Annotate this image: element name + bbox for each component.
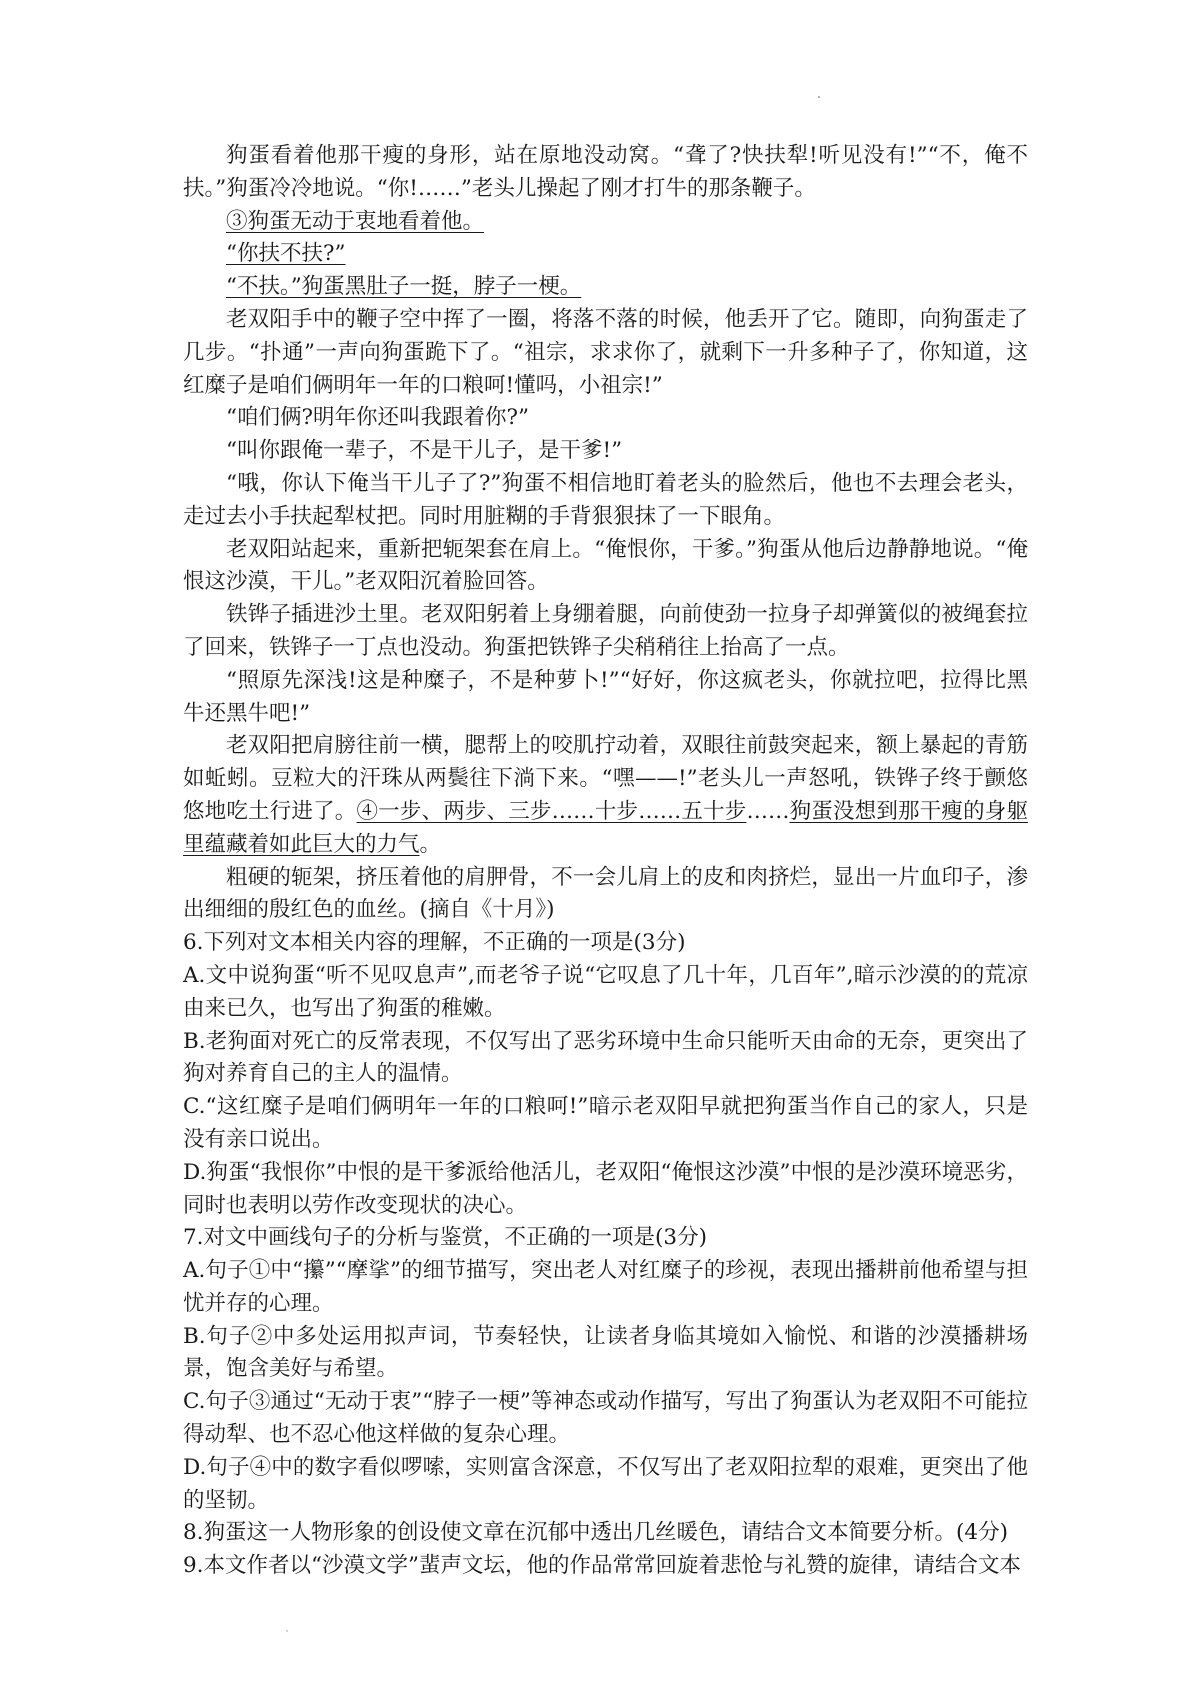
underlined-sentence-4: 狗蛋没想到那干瘦的身躯里蕴藏着如此巨大的力气 xyxy=(183,798,1028,857)
paragraph: “哦，你认下俺当干儿子了?”狗蛋不相信地盯着老头的脸然后，他也不去理会老头，走过去小手扶起犁杖把。同时用脏糊的手背狠狠抹了一下眼角。 xyxy=(183,470,1028,529)
paragraph xyxy=(183,206,1028,239)
question-option: A.文中说狗蛋“听不见叹息声”,而老爷子说“它叹息了几十年，几百年”,暗示沙漠的的荒凉由来已久，也写出了狗蛋的稚嫩。 xyxy=(183,962,1028,1021)
question-option: D.句子④中的数字看似啰嗦，实则富含深意，不仅写出了老双阳拉犁的艰难，更突出了他的坚韧。 xyxy=(183,1454,1028,1513)
underlined-sentence-3: ③狗蛋无动于衷地看着他。 xyxy=(226,208,485,234)
question-stem: 9.本文作者以“沙漠文学”蜚声文坛，他的作品常常回旋着悲怆与礼赞的旋律，请结合文本 xyxy=(183,1553,1022,1579)
paragraph: “咱们俩?明年你还叫我跟着你?” xyxy=(226,405,530,431)
underlined-sentence-3: “不扶。”狗蛋黑肚子一挺，脖子一梗。 xyxy=(226,274,582,300)
question-stem: 7.对文中画线句子的分析与鉴赏，不正确的一项是(3分) xyxy=(183,1225,707,1251)
paragraph: 老双阳手中的鞭子空中挥了一圈，将落不落的时候，他丢开了它。随即，向狗蛋走了几步。“扑通”一声向狗蛋跪下了。“祖宗，求求你了，就剩下一升多种子了，你知道，这红糜子是咱们俩明年一年的口粮呵!懂吗，小祖宗!” xyxy=(183,306,1028,398)
paragraph xyxy=(183,730,1028,861)
paragraph-text: …… xyxy=(746,798,790,824)
question-option: D.狗蛋“我恨你”中恨的是干爹派给他活儿，老双阳“俺恨这沙漠”中恨的是沙漠环境恶劣，同时也表明以劳作改变现状的决心。 xyxy=(183,1159,1028,1218)
scan-speck xyxy=(286,1630,288,1632)
paragraph: “照原先深浅!这是种糜子，不是种萝卜!”“好好，你这疯老头，你就拉吧，拉得比黑牛还黑牛吧!” xyxy=(183,667,1028,726)
scan-speck xyxy=(818,96,820,98)
paragraph: 粗硬的轭架，挤压着他的肩胛骨，不一会儿肩上的皮和肉挤烂，显出一片血印子，渗出细细的殷红色的血丝。(摘自《十月》) xyxy=(183,864,1028,923)
question-option: B.句子②中多处运用拟声词，节奏轻快，让读者身临其境如入愉悦、和谐的沙漠播耕场景，饱含美好与希望。 xyxy=(183,1323,1028,1382)
document-body xyxy=(183,140,1028,1583)
question-option: A.句子①中“攥”“摩挲”的细节描写，突出老人对红糜子的珍视，表现出播耕前他希望与担忧并存的心理。 xyxy=(183,1258,1028,1316)
underlined-sentence-4: ④一步、两步、三步……十步……五十步 xyxy=(356,798,747,824)
paragraph-text: 老双阳把肩膀往前一横，腮帮上的咬肌拧动着，双眼往前鼓突起来，额上暴起的青筋如蚯蚓。豆粒大的汗珠从两鬓往下淌下来。“嘿——!”老头儿一声怒吼，铁铧子终于颤悠悠地吃土行进了。 xyxy=(183,733,1028,824)
paragraph: 铁铧子插进沙土里。老双阳躬着上身绷着腿，向前使劲一拉身子却弹簧似的被绳套拉了回来，铁铧子一丁点也没动。狗蛋把铁铧子尖稍稍往上抬高了一点。 xyxy=(183,602,1028,660)
question-stem: 8.狗蛋这一人物形象的创设使文章在沉郁中透出几丝暖色，请结合文本简要分析。(4分) xyxy=(183,1520,1008,1546)
paragraph xyxy=(183,238,1028,271)
paragraph xyxy=(183,271,1028,304)
paragraph: 狗蛋看着他那干瘦的身形，站在原地没动窝。“聋了?快扶犁!听见没有!”“不，俺不扶。”狗蛋冷冷地说。“你!……”老头儿操起了刚才打牛的那条鞭子。 xyxy=(183,143,1028,201)
paragraph: “叫你跟俺一辈子，不是干儿子，是干爹!” xyxy=(226,438,623,464)
question-option: C.句子③通过“无动于衷”“脖子一梗”等神态或动作描写，写出了狗蛋认为老双阳不可能拉得动犁、也不忍心他这样做的复杂心理。 xyxy=(183,1389,1028,1448)
question-stem: 6.下列对文本相关内容的理解，不正确的一项是(3分) xyxy=(183,930,686,956)
question-option: C.“这红糜子是咱们俩明年一年的口粮呵!”暗示老双阳早就把狗蛋当作自己的家人，只是没有亲口说出。 xyxy=(183,1094,1028,1152)
underlined-sentence-3: “你扶不扶?” xyxy=(226,241,346,267)
question-option: B.老狗面对死亡的反常表现，不仅写出了恶劣环境中生命只能听天由命的无奈，更突出了狗对养育自己的主人的温情。 xyxy=(183,1028,1028,1087)
paragraph-text: 。 xyxy=(419,831,442,857)
paragraph: 老双阳站起来，重新把轭架套在肩上。“俺恨你，干爹。”狗蛋从他后边静静地说。“俺恨这沙漠，干儿。”老双阳沉着脸回答。 xyxy=(183,536,1028,595)
